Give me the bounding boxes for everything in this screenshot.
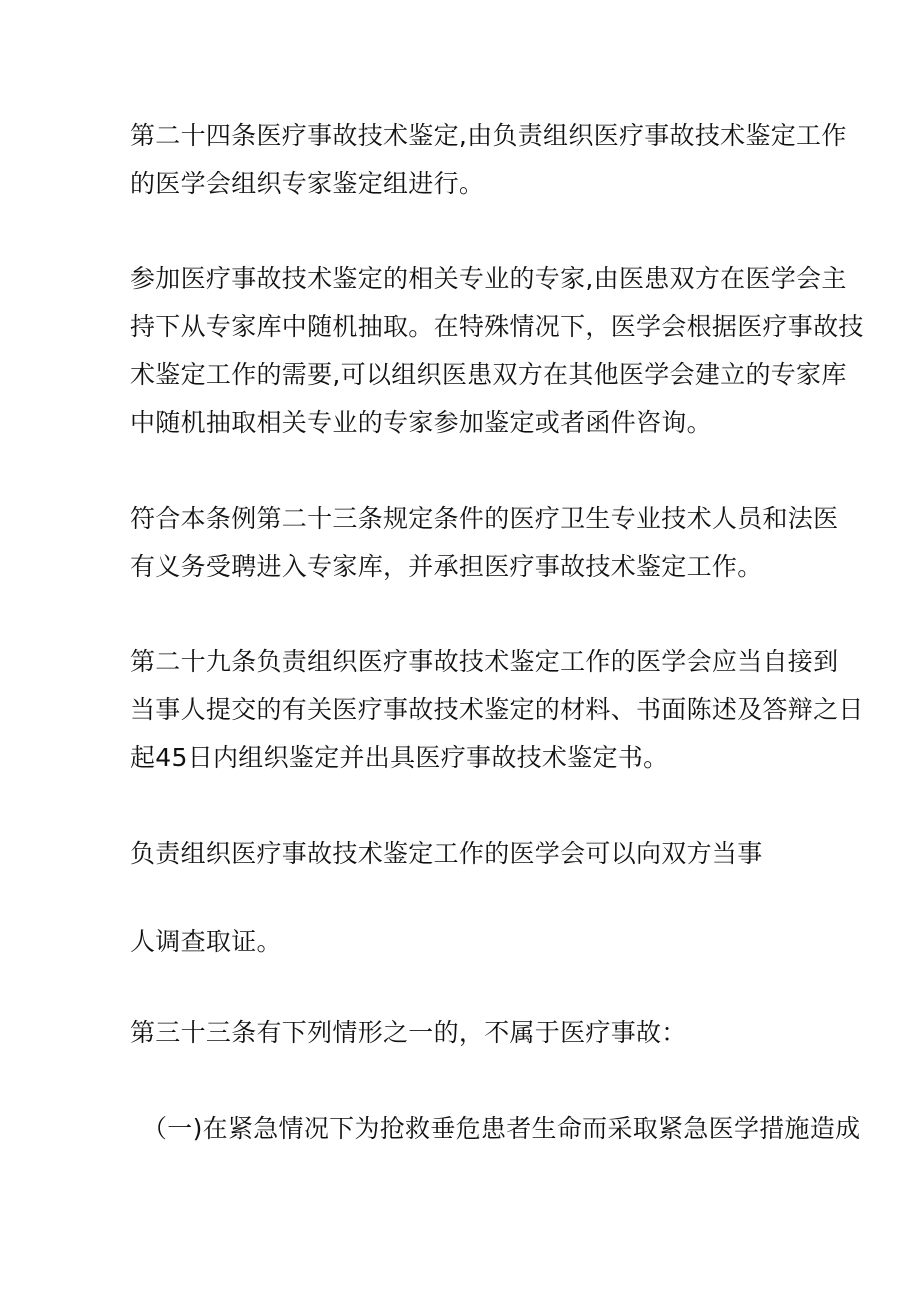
text-line: 有义务受聘进入专家库，并承担医疗事故技术鉴定工作。 xyxy=(130,552,763,581)
text-line: 符合本条例第二十三条规定条件的医疗卫生专业技术人员和法医 xyxy=(130,504,839,533)
text-line: 人调查取证。 xyxy=(130,927,282,956)
text-line: 第三十三条有下列情形之一的，不属于医疗事故： xyxy=(130,1018,687,1047)
text-line: 持下从专家库中随机抽取。在特殊情况下，医学会根据医疗事故技 xyxy=(130,312,864,341)
text-line: 负责组织医疗事故技术鉴定工作的医学会可以向双方当事 xyxy=(130,839,763,868)
text-line: 参加医疗事故技术鉴定的相关专业的专家,由医患双方在医学会主 xyxy=(130,264,847,293)
text-line: 术鉴定工作的需要,可以组织医患双方在其他医学会建立的专家库 xyxy=(130,360,847,389)
text-line: 的医学会组织专家鉴定组进行。 xyxy=(130,169,485,198)
text-line: 当事人提交的有关医疗事故技术鉴定的材料、书面陈述及答辩之日 xyxy=(130,695,864,724)
text-line: 第二十四条医疗事故技术鉴定,由负责组织医疗事故技术鉴定工作 xyxy=(130,121,847,150)
text-line: 中随机抽取相关专业的专家参加鉴定或者函件咨询。 xyxy=(130,408,712,437)
text-line: 起45日内组织鉴定并出具医疗事故技术鉴定书。 xyxy=(130,743,669,772)
text-line: （一)在紧急情况下为抢救垂危患者生命而采取紧急医学措施造成 xyxy=(142,1114,861,1143)
text-line: 第二十九条负责组织医疗事故技术鉴定工作的医学会应当自接到 xyxy=(130,647,839,676)
